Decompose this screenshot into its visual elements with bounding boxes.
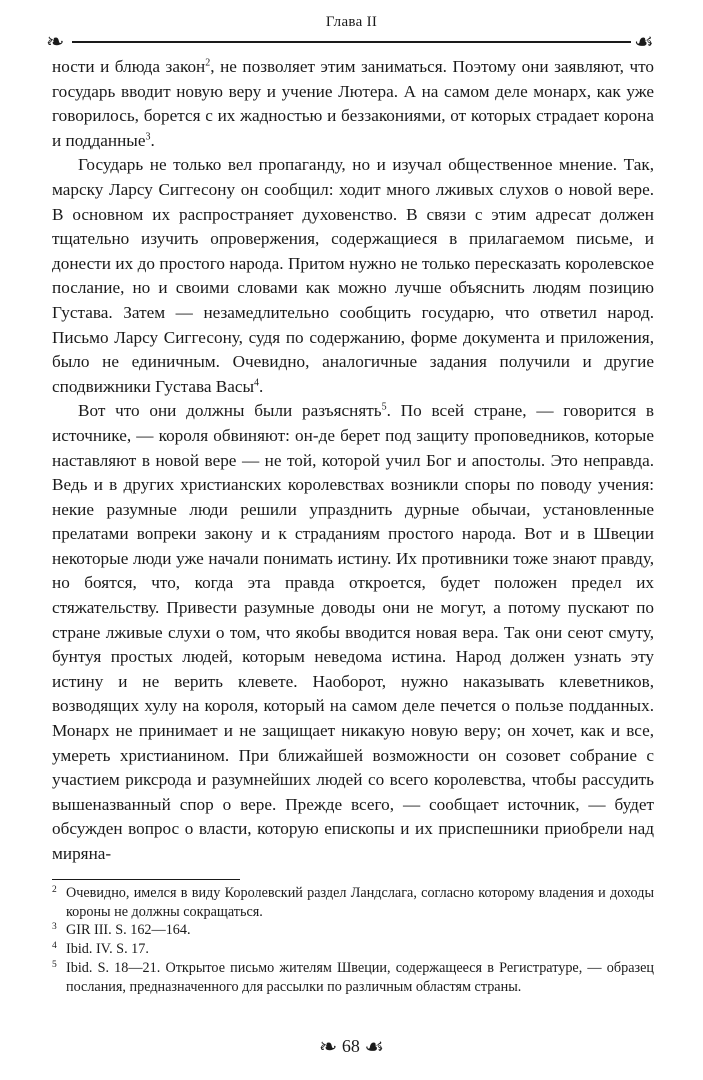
footnote	[52, 884, 654, 921]
paragraph-3	[52, 399, 654, 866]
fleuron-right-icon: ☙	[364, 1034, 385, 1059]
header-rule	[72, 41, 631, 43]
page-number-value: 68	[341, 1036, 360, 1056]
text-run: ности и блюда закон	[52, 57, 206, 76]
footnote-number: 3	[52, 922, 57, 933]
footnote-separator	[52, 879, 240, 880]
fleuron-left-icon: ❧	[318, 1034, 338, 1059]
text-run: Государь не только вел пропаганду, но и изучал общественное мнение. Так, марску Ларсу Сиггесону он сообщил: ходит много лживых слухов о новой вере. В основном их распространяет духовенство. В связи с этим адресат должен тщательно изучить опровержения, содержащиеся в прилагаемом письме, и донести их до простого народа. Притом нужно не только пересказать королевское послание, но и своими словами как можно лучше объяснить людям позицию Густава. Затем — незамедлительно сообщить государю, что ответил народ. Письмо Ларсу Сиггесону, судя по содержанию, форме документа и приложения, было не единичным. Очевидно, аналогичные задания получили и другие сподвижники Густава Васы	[52, 155, 654, 396]
footnote	[52, 921, 654, 940]
paragraph-2	[52, 153, 654, 399]
footnote-ref: 2	[205, 57, 211, 69]
footnote-ref: 3	[145, 131, 151, 143]
text-run: Вот что они должны были разъяснять	[78, 401, 382, 421]
footnote-number: 2	[52, 885, 57, 895]
footnote-text: Очевидно, имелся в виду Королевский раздел Ландслага, согласно которому владения и доходы короны не должны сокращаться.	[66, 885, 654, 920]
footnote-ref: 5	[381, 401, 387, 413]
footnotes	[52, 884, 654, 996]
text-run: . По всей стране, — говорится в источнике, — короля обвиняют: он-де берет под защиту проповедников, которые наставляют в новой вере — не той, которой учил Бог и апостолы. Это неправда. Ведь и в других христианских королевствах возникли споры по поводу учения: некие разумные люди решили упразднить дурные обычаи, установленные прелатами вопреки закону и к страданиям простого народа. Вот и в Швеции некоторые люди уже начали понимать истину. Их противники тоже знают правду, но боятся, что, когда эта правда откроется, будет положен предел их стяжательству. Привести разумные доводы они не могут, а потому пускают по стране лживые слухи о том, что якобы вводится новая вера. Так они сеют смуту, бунтуя простых людей, которым неведома истина. Народ должен узнать эту истину и не верить клевете. Наоборот, нужно наказывать клеветников, возводящих хулу на короля, который на самом деле печется о пользе подданных. Монарх не принимает и не защищает никакую новую веру; он хочет, как и все, умереть христианином. При ближайшей возможности он созовет собрание с участием риксрода и разумнейших людей со всего королевства, чтобы рассудить вышеназванный спор о вере. Прежде всего, — сообщает источник, — будет обсужден вопрос о власти, которую епископы и их приспешники приобрели над миряна-	[52, 401, 655, 863]
footnote-ref: 4	[254, 376, 260, 388]
text-run: .	[259, 376, 264, 396]
chapter-title: Глава II	[325, 14, 378, 30]
footnote-number: 5	[52, 959, 57, 970]
page-number	[0, 1034, 703, 1060]
footnote-number: 4	[52, 941, 57, 952]
running-header	[0, 0, 703, 52]
text-run: .	[150, 130, 155, 150]
footnote-text: GIR III. S. 162—164.	[66, 922, 191, 939]
footnote-text: Ibid. IV. S. 17.	[66, 941, 149, 958]
footnote-text: Ibid. S. 18—21. Открытое письмо жителям Швеции, содержащееся в Регистратуре, — образец послания, предназначенного для рассылки по различным областям страны.	[66, 959, 654, 995]
fleuron-left-icon: ❧	[46, 29, 65, 54]
main-text	[52, 55, 654, 867]
footnote	[52, 940, 654, 959]
text-run: , не позволяет этим заниматься. Поэтому они заявляют, что государь вводит новую веру и учение Лютера. А на самом деле монарх, как уже говорилось, борется с их жадностью и беззакониями, от которых страдает корона и подданные	[52, 57, 654, 150]
fleuron-right-icon: ☙	[634, 29, 654, 54]
paragraph-1	[52, 55, 654, 153]
footnote	[52, 959, 654, 996]
